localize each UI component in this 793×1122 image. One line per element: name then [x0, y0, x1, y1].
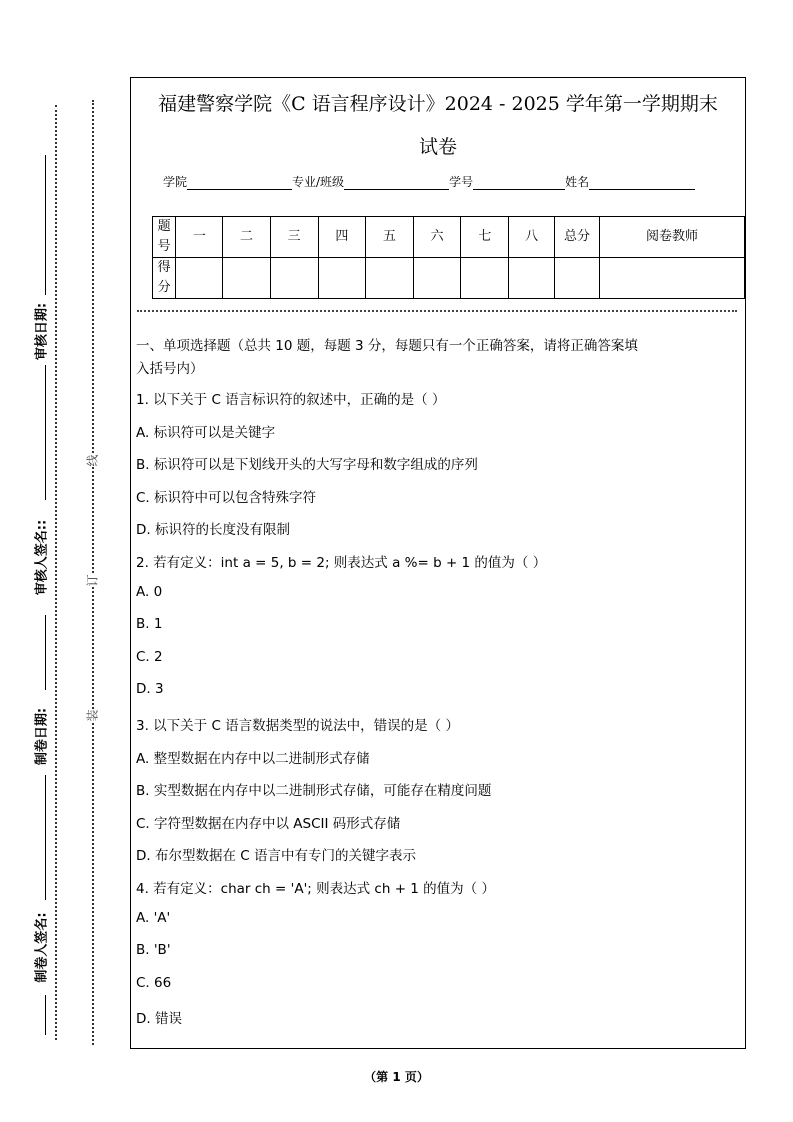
answer-option[interactable]: D. 标识符的长度没有限制: [136, 522, 290, 539]
make-date-label: 制卷日期:: [34, 707, 50, 766]
cut-dotted-line: [92, 100, 94, 1045]
answer-option[interactable]: C. 2: [136, 648, 163, 665]
answer-option[interactable]: A. 'A': [136, 909, 171, 926]
score-cell[interactable]: [270, 258, 318, 299]
section-heading-line2: 入括号内）: [136, 361, 204, 377]
exam-frame: [130, 77, 746, 1049]
column-header: 七: [461, 217, 509, 258]
column-header: 三: [270, 217, 318, 258]
major-class-field[interactable]: [344, 177, 449, 190]
score-cell[interactable]: [509, 258, 554, 299]
binding-dotted-line: [55, 105, 57, 1040]
score-cell[interactable]: [318, 258, 365, 299]
score-cell[interactable]: [365, 258, 413, 299]
reviewer-sign-label: 审核人签名::: [34, 519, 50, 596]
binding-mark-ding: 订: [85, 574, 100, 587]
column-header: 一: [176, 217, 223, 258]
answer-option[interactable]: A. 0: [136, 583, 163, 600]
answer-option[interactable]: C. 标识符中可以包含特殊字符: [136, 489, 317, 506]
signature-line: [45, 365, 46, 500]
answer-option[interactable]: D. 错误: [136, 1011, 182, 1028]
college-label: 学院: [163, 175, 188, 189]
major-class-label: 专业/班级: [292, 175, 345, 189]
signature-line: [45, 775, 46, 900]
score-cell[interactable]: [414, 258, 461, 299]
answer-option[interactable]: C. 字符型数据在内存中以 ASCII 码形式存储: [136, 815, 401, 832]
table-row: [153, 217, 745, 258]
column-header: 阅卷教师: [600, 217, 745, 258]
page-number: （第 1 页）: [364, 1070, 429, 1084]
name-field[interactable]: [589, 177, 695, 190]
question-stem: 4. 若有定义：char ch = 'A'; 则表达式 ch + 1 的值为（ ）: [136, 881, 495, 897]
question-stem: 1. 以下关于 C 语言标识符的叙述中，正确的是（ ）: [136, 392, 446, 408]
score-table: [152, 216, 745, 299]
column-header: 四: [318, 217, 365, 258]
question-stem: 3. 以下关于 C 语言数据类型的说法中，错误的是（ ）: [136, 718, 459, 734]
signature-line: [45, 155, 46, 295]
column-header: 八: [509, 217, 554, 258]
section-heading: 一、单项选择题（总共 10 题，每题 3 分，每题只有一个正确答案，请将正确答案填: [136, 338, 638, 354]
answer-option[interactable]: C. 66: [136, 974, 172, 991]
exam-title-line2: 试卷: [418, 136, 457, 158]
column-header: 总分: [554, 217, 599, 258]
college-field[interactable]: [187, 177, 292, 190]
row-label: 题号: [153, 217, 176, 258]
column-header: 六: [414, 217, 461, 258]
column-header: 五: [365, 217, 413, 258]
answer-option[interactable]: D. 3: [136, 681, 164, 698]
score-cell[interactable]: [461, 258, 509, 299]
signature-line: [45, 995, 46, 1035]
signature-line: [45, 615, 46, 690]
answer-option[interactable]: A. 标识符可以是关键字: [136, 424, 276, 441]
table-row: [153, 258, 745, 299]
answer-option[interactable]: D. 布尔型数据在 C 语言中有专门的关键字表示: [136, 848, 416, 865]
question-stem: 2. 若有定义：int a = 5, b = 2; 则表达式 a %= b + 1 的值为（ ）: [136, 555, 547, 571]
answer-option[interactable]: A. 整型数据在内存中以二进制形式存储: [136, 750, 370, 767]
student-id-field[interactable]: [473, 177, 565, 190]
score-cell[interactable]: [176, 258, 223, 299]
binding-mark-xian: 线: [85, 454, 100, 467]
student-info: [163, 173, 695, 190]
exam-title: 福建警察学院《C 语言程序设计》2024 - 2025 学年第一学期期末: [158, 93, 718, 115]
row-label: 得分: [153, 258, 176, 299]
binding-mark-zhuang: 装: [85, 709, 100, 722]
answer-option[interactable]: B. 1: [136, 616, 163, 633]
score-cell[interactable]: [554, 258, 599, 299]
answer-option[interactable]: B. 标识符可以是下划线开头的大写字母和数字组成的序列: [136, 457, 478, 474]
column-header: 二: [223, 217, 270, 258]
review-date-label: 审核日期:: [34, 302, 50, 361]
maker-sign-label: 制卷人签名:: [34, 912, 50, 983]
name-label: 姓名: [565, 175, 590, 189]
answer-option[interactable]: B. 实型数据在内存中以二进制形式存储，可能存在精度问题: [136, 783, 492, 800]
student-id-label: 学号: [449, 175, 474, 189]
score-cell[interactable]: [600, 258, 745, 299]
answer-option[interactable]: B. 'B': [136, 942, 171, 959]
dotted-separator: [137, 310, 737, 312]
score-cell[interactable]: [223, 258, 270, 299]
